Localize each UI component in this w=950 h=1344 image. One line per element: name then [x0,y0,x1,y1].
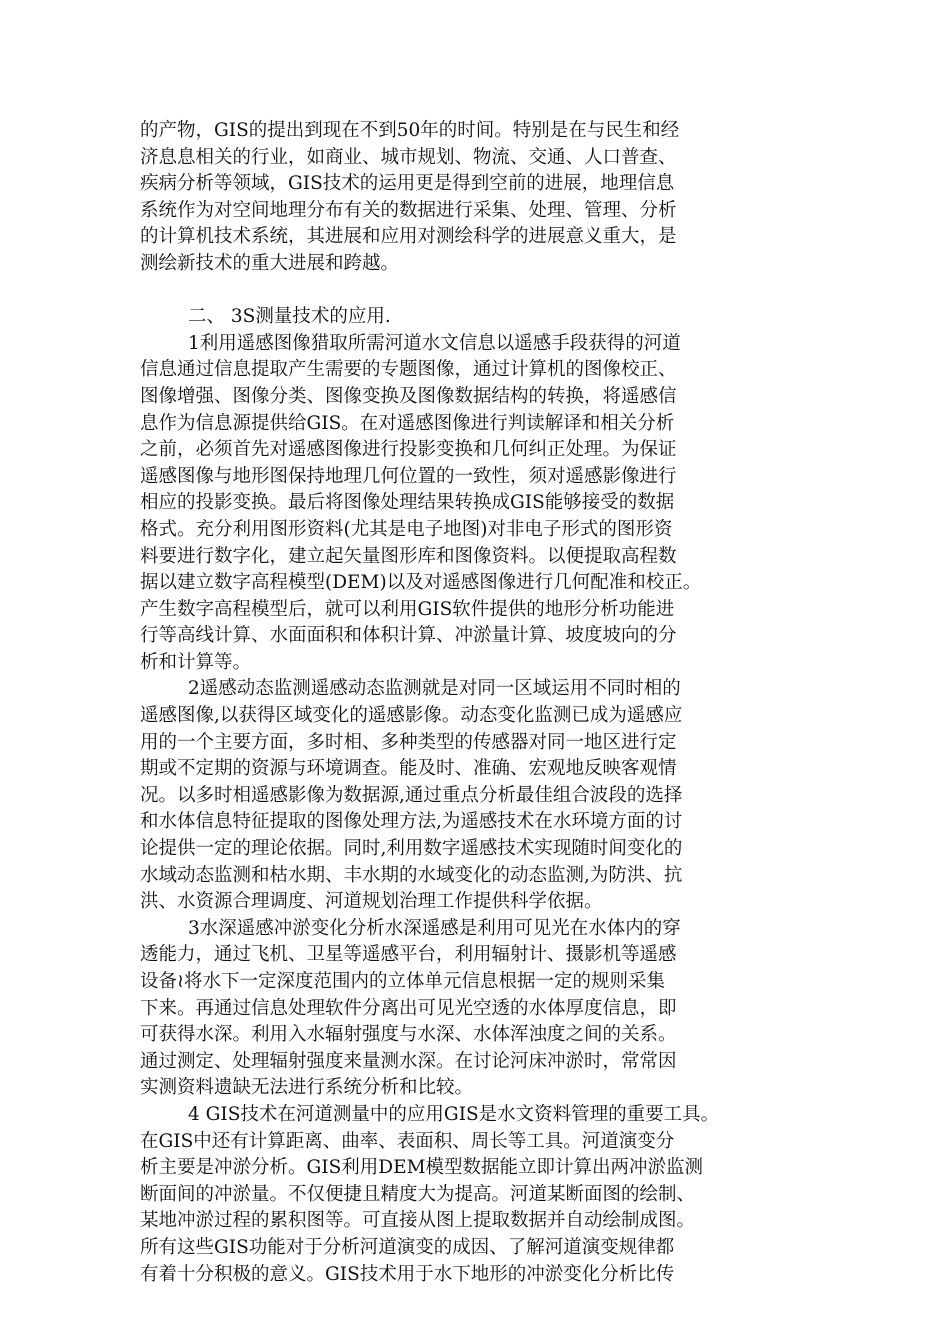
text-line: 通过测定、处理辐射强度来量测水深。在讨论河床冲淤时，常常因 [140,1050,677,1072]
text-line: 之前，必须首先对遥感图像进行投影变换和几何纠正处理。为保证 [140,439,677,461]
text-line: 1利用遥感图像猎取所需河道水文信息以遥感手段获得的河道 [188,332,681,354]
text-line: 断面间的冲淤量。不仅便捷且精度大为提高。河道某断面图的绘制、 [140,1183,696,1205]
text-line: 论提供一定的理论依据。同时,利用数字遥感技术实现随时间变化的 [140,838,683,860]
text-line: 济息息相关的行业，如商业、城市规划、物流、交通、人口普查、 [140,146,677,168]
text-line: 格式。充分利用图形资料(尤其是电子地图)对非电子形式的图形资 [140,518,673,540]
text-line: 的计算机技术系统，其进展和应用对测绘科学的进展意义重大，是 [140,226,677,248]
text-line: 洪、水资源合理调度、河道规划治理工作提供科学依据。 [140,891,603,913]
text-line: 况。以多时相遥感影像为数据源,通过重点分析最佳组合波段的选择 [140,784,683,806]
intro-paragraph [140,118,816,278]
text-line: 和水体信息特征提取的图像处理方法,为遥感技术在水环境方面的讨 [140,811,683,833]
text-line: 设备≀将水下一定深度范围内的立体单元信息根据一定的规则采集 [140,971,665,992]
document-body [140,118,816,1288]
paragraph-1 [140,331,816,677]
text-line: 3水深遥感冲淤变化分析水深遥感是利用可见光在水体内的穿 [188,917,681,939]
paragraph-2 [140,676,816,915]
text-line: 在GIS中还有计算距离、曲率、表面积、周长等工具。河道演变分 [140,1130,675,1152]
paragraph-gap [140,278,816,305]
text-line: 有着十分积极的意义。GIS技术用于水下地形的冲淤变化分析比传 [140,1263,675,1285]
text-line: 的产物，GIS的提出到现在不到50年的时间。特别是在与民生和经 [140,120,680,141]
text-line: 相应的投影变换。最后将图像处理结果转换成GIS能够接受的数据 [140,492,675,514]
text-line: 2遥感动态监测遥感动态监测就是对同一区域运用不同时相的 [188,678,681,700]
text-line: 息作为信息源提供给GIS。在对遥感图像进行判读解译和相关分析 [140,412,675,434]
text-line: 遥感图像与地形图保持地理几何位置的一致性，须对遥感影像进行 [140,465,677,487]
text-line: 产生数字高程模型后，就可以利用GIS软件提供的地形分析功能进 [140,598,675,620]
text-line: 水域动态监测和枯水期、丰水期的水域变化的动态监测,为防洪、抗 [140,864,683,886]
text-line: 图像增强、图像分类、图像变换及图像数据结构的转换，将遥感信 [140,385,677,407]
paragraph-4 [140,1102,816,1288]
text-line: 析和计算等。 [140,651,252,673]
text-line: 可获得水深。利用入水辐射强度与水深、水体浑浊度之间的关系。 [140,1024,677,1046]
text-line: 透能力，通过飞机、卫星等遥感平台，利用辐射计、摄影机等遥感 [140,944,677,966]
text-line: 所有这些GIS功能对于分析河道演变的成因、了解河道演变规律都 [140,1236,675,1258]
text-line: 下来。再通过信息处理软件分离出可见光空透的水体厚度信息，即 [140,997,677,1019]
text-line: 实测资料遗缺无法进行系统分析和比较。 [140,1077,474,1099]
text-line: 据以建立数字高程模型(DEM)以及对遥感图像进行几何配准和校正。 [140,572,702,594]
text-line: 4 GIS技术在河道测量中的应用GIS是水文资料管理的重要工具。 [188,1103,720,1125]
section-heading: 二、 3S测量技术的应用. [188,306,391,328]
text-line: 期或不定期的资源与环境调查。能及时、准确、宏观地反映客观情 [140,758,677,780]
text-line: 系统作为对空间地理分布有关的数据进行采集、处理、管理、分析 [140,199,677,221]
text-line: 测绘新技术的重大进展和跨越。 [140,252,400,274]
text-line: 行等高线计算、水面面积和体积计算、冲淤量计算、坡度坡向的分 [140,625,677,647]
paragraph-3 [140,916,816,1102]
text-line: 遥感图像,以获得区域变化的遥感影像。动态变化监测已成为遥感应 [140,705,683,727]
text-line: 析主要是冲淤分析。GIS利用DEM模型数据能立即计算出两冲淤监测 [140,1157,704,1179]
text-line: 用的一个主要方面，多时相、多种类型的传感器对同一地区进行定 [140,731,677,753]
text-line: 信息通过信息提取产生需要的专题图像，通过计算机的图像校正、 [140,359,677,381]
text-line: 料要进行数字化，建立起矢量图形库和图像资料。以便提取高程数 [140,545,677,567]
text-line: 某地冲淤过程的累积图等。可直接从图上提取数据并自动绘制成图。 [140,1210,696,1232]
text-line: 疾病分析等领域，GIS技术的运用更是得到空前的进展，地理信息 [140,173,675,195]
